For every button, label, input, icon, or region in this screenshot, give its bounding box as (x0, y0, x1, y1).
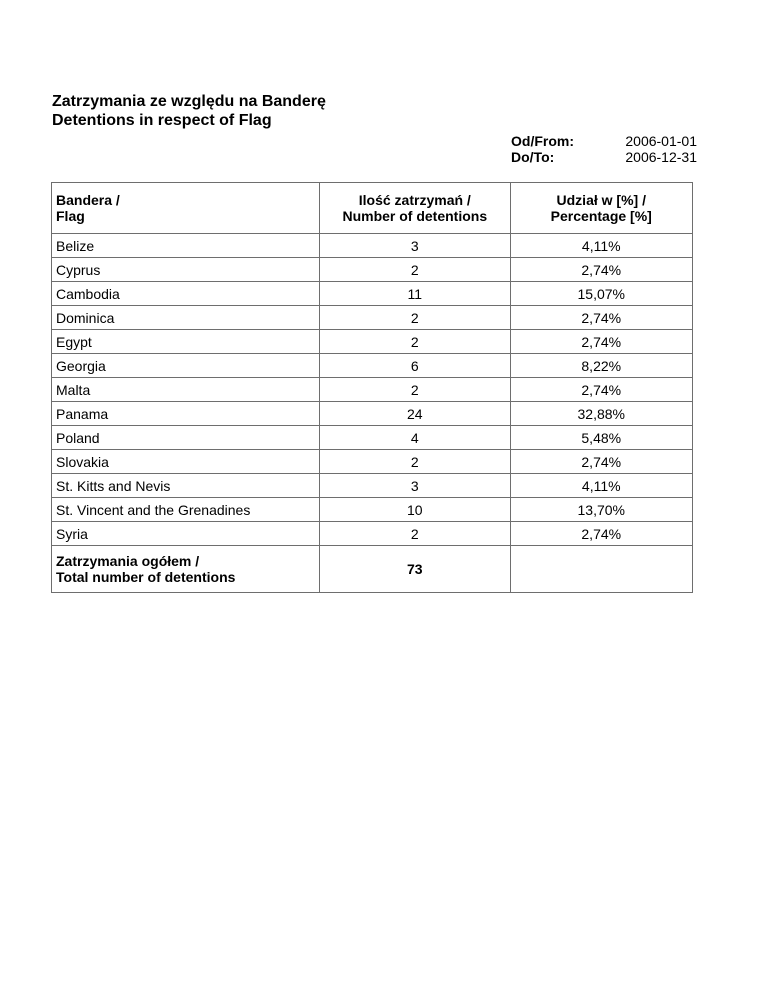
period-from-label: Od/From: (511, 133, 574, 149)
cell-flag: Egypt (52, 330, 320, 354)
cell-percentage: 4,11% (510, 234, 693, 258)
table-row (52, 306, 693, 330)
cell-percentage: 2,74% (510, 306, 693, 330)
table-body (52, 234, 693, 593)
table-row (52, 378, 693, 402)
cell-count: 24 (320, 402, 510, 426)
report-period (511, 133, 697, 165)
period-to-value: 2006-12-31 (625, 149, 697, 165)
cell-count: 4 (320, 426, 510, 450)
cell-count: 10 (320, 498, 510, 522)
header-count-english: Number of detentions (342, 208, 488, 224)
cell-percentage: 4,11% (510, 474, 693, 498)
header-percentage (510, 183, 693, 234)
title-polish: Zatrzymania ze względu na Banderę (52, 93, 326, 110)
cell-percentage: 8,22% (510, 354, 693, 378)
cell-count: 6 (320, 354, 510, 378)
cell-count: 2 (320, 378, 510, 402)
cell-flag: Malta (52, 378, 320, 402)
total-label-polish: Zatrzymania ogółem / (56, 553, 200, 569)
cell-flag: Poland (52, 426, 320, 450)
cell-percentage: 5,48% (510, 426, 693, 450)
cell-flag: Cambodia (52, 282, 320, 306)
table-row (52, 474, 693, 498)
cell-flag: Cyprus (52, 258, 320, 282)
total-label-english: Total number of detentions (56, 569, 236, 585)
cell-flag: Syria (52, 522, 320, 546)
cell-flag: St. Kitts and Nevis (52, 474, 320, 498)
table-row (52, 522, 693, 546)
cell-count: 2 (320, 522, 510, 546)
total-percentage (510, 546, 693, 593)
header-count-polish: Ilość zatrzymań / (358, 192, 471, 208)
header-count (320, 183, 510, 234)
table-row (52, 234, 693, 258)
table-row (52, 282, 693, 306)
cell-count: 3 (320, 234, 510, 258)
table-row (52, 450, 693, 474)
table-row (52, 498, 693, 522)
title-english: Detentions in respect of Flag (52, 112, 272, 129)
cell-count: 2 (320, 258, 510, 282)
period-from-row (511, 133, 697, 149)
cell-percentage: 13,70% (510, 498, 693, 522)
total-label (52, 546, 320, 593)
period-from-value: 2006-01-01 (625, 133, 697, 149)
header-percentage-english: Percentage [%] (550, 208, 652, 224)
cell-percentage: 2,74% (510, 522, 693, 546)
cell-count: 11 (320, 282, 510, 306)
cell-flag: Dominica (52, 306, 320, 330)
cell-count: 2 (320, 306, 510, 330)
period-to-label: Do/To: (511, 149, 555, 165)
cell-flag: St. Vincent and the Grenadines (52, 498, 320, 522)
table-row (52, 402, 693, 426)
cell-flag: Slovakia (52, 450, 320, 474)
header-flag-english: Flag (56, 208, 85, 224)
period-to-row (511, 149, 697, 165)
table-row (52, 354, 693, 378)
header-percentage-polish: Udział w [%] / (556, 192, 646, 208)
header-flag (52, 183, 320, 234)
cell-flag: Georgia (52, 354, 320, 378)
table-row (52, 330, 693, 354)
cell-percentage: 32,88% (510, 402, 693, 426)
cell-percentage: 2,74% (510, 258, 693, 282)
table-row (52, 426, 693, 450)
report-title (52, 92, 326, 130)
table-row (52, 258, 693, 282)
cell-count: 2 (320, 450, 510, 474)
cell-flag: Belize (52, 234, 320, 258)
header-flag-polish: Bandera / (56, 192, 120, 208)
cell-percentage: 2,74% (510, 450, 693, 474)
cell-count: 2 (320, 330, 510, 354)
cell-count: 3 (320, 474, 510, 498)
cell-percentage: 2,74% (510, 330, 693, 354)
table-header-row (52, 183, 693, 234)
cell-percentage: 2,74% (510, 378, 693, 402)
cell-flag: Panama (52, 402, 320, 426)
total-row (52, 546, 693, 593)
cell-percentage: 15,07% (510, 282, 693, 306)
detentions-table (51, 182, 693, 593)
total-count: 73 (320, 546, 510, 593)
